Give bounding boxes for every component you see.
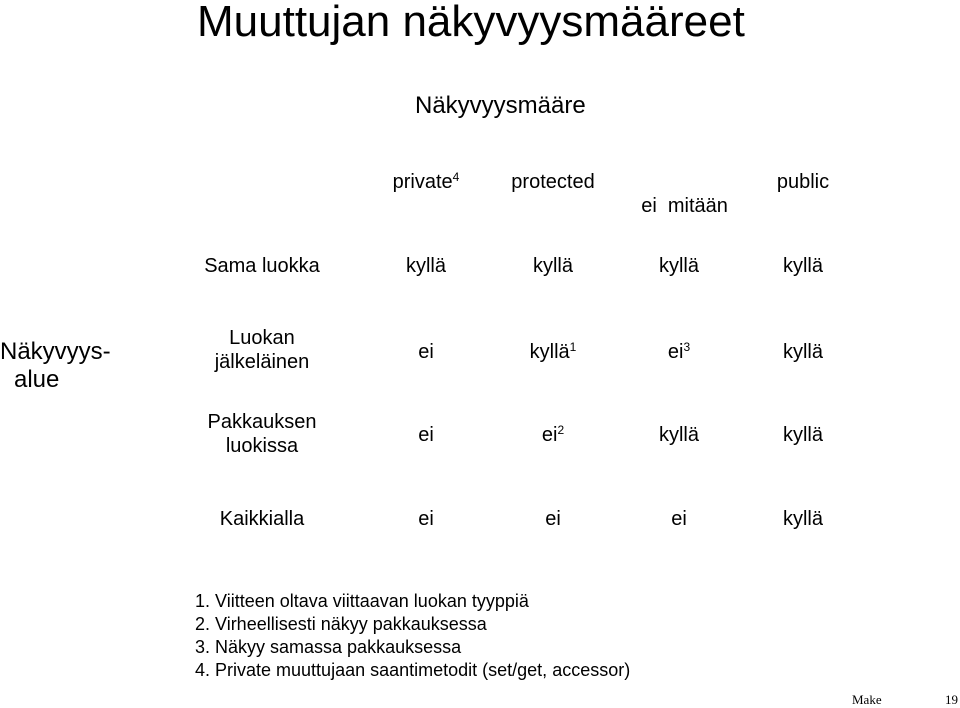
column-header-public: public — [776, 171, 830, 193]
row-label-subclass: Luokan jälkeläinen — [214, 327, 310, 373]
table-cell: ei — [545, 508, 561, 530]
footnote-item: 1. Viitteen oltava viittaavan luokan tyyppiä — [195, 591, 529, 611]
table-cell: $ei^2$ — [541, 423, 565, 446]
table-cell: kyllä — [658, 424, 700, 446]
row-label-everywhere: Kaikkialla — [219, 508, 305, 530]
page-title: Muuttujan näkyvyysmääreet — [197, 0, 745, 46]
page-number: 19 — [945, 692, 958, 707]
table-cell: ei — [671, 508, 687, 530]
table-subtitle: Näkyvyysmääre — [415, 92, 586, 119]
column-header-none: ei mitään — [641, 195, 728, 217]
table-cell: kyllä — [405, 255, 447, 277]
table-cell: kyllä — [782, 508, 824, 530]
table-cell: kyllä$^1$ — [529, 340, 577, 363]
footnotes-list — [195, 590, 630, 682]
table-cell: ei — [418, 508, 434, 530]
footnote-item: 3. Näkyy samassa pakkauksessa — [195, 637, 462, 657]
table-cell: kyllä — [782, 424, 824, 446]
table-cell: $ei^3$ — [667, 340, 691, 363]
table-cell: ei — [418, 341, 434, 363]
scope-label: Näkyvyys- alue — [0, 338, 111, 393]
table-cell: kyllä — [532, 255, 574, 277]
table-cell: kyllä — [658, 255, 700, 277]
table-cell: kyllä — [782, 255, 824, 277]
table-cell: kyllä — [782, 341, 824, 363]
column-header-protected: protected — [511, 171, 595, 193]
footnote-item: 2. Virheellisesti näkyy pakkauksessa — [195, 614, 487, 634]
row-label-same-class: Sama luokka — [204, 255, 320, 277]
row-label-package: Pakkauksen luokissa — [207, 411, 317, 457]
column-header-private: private$^4$ — [392, 170, 460, 193]
footnote-item: 4. Private muuttujaan saantimetodit (set/get, accessor) — [195, 660, 631, 680]
footer-label: Make — [852, 692, 882, 707]
table-cell: ei — [418, 424, 434, 446]
